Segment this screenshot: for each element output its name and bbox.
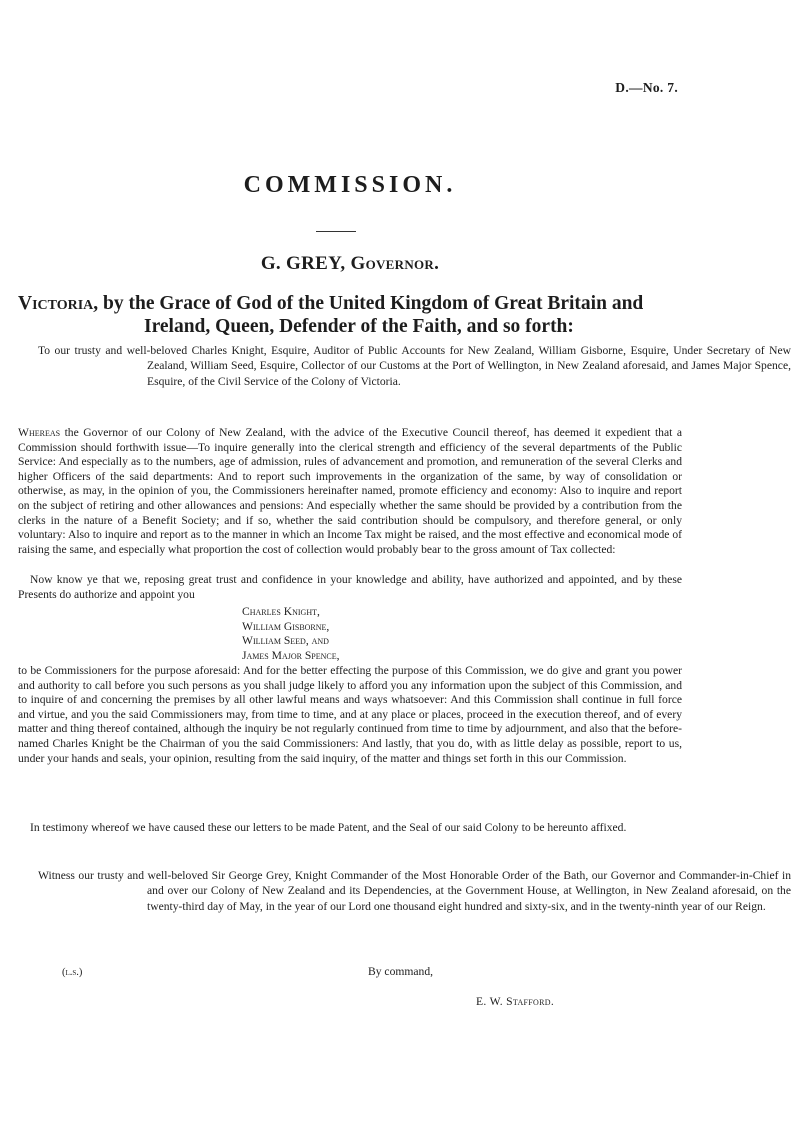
signature-name — [476, 995, 554, 1008]
signer-surname: Stafford. — [506, 995, 555, 1008]
victoria-lead: Victoria, — [18, 293, 99, 314]
commissioner-name: Charles Knight, — [242, 605, 320, 618]
testimony-paragraph: In testimony whereof we have caused these our letters to be made Patent, and the Seal of our said Colony to be hereunto affixed. — [30, 821, 627, 834]
witness-paragraph: Witness our trusty and well-beloved Sir George Grey, Knight Commander of the Most Honorable Order of the Bath, our Governor and Commander-in-Chief in and over our Colony of New Zealand and its Dependencies, at the Government House, at Wellington, in New Zealand aforesaid, on the twenty-third day of May, in the year of our Lord one thousand eight hundred and sixty-six, and in the twenty-ninth year of our Reign. — [38, 869, 791, 913]
address-paragraph: To our trusty and well-beloved Charles Knight, Esquire, Auditor of Public Accounts for New Zealand, William Gisborne, Esquire, Under Secretary of New Zealand, William Seed, Esquire, Collector of our Customs at the Port of Wellington, in New Zealand aforesaid, and James Major Spence, Esquire, of the Civil Service of the Colony of Victoria. — [38, 344, 791, 388]
title-divider — [316, 231, 356, 232]
commissioner-names — [242, 605, 340, 663]
document-reference: D.—No. 7. — [615, 80, 678, 95]
commissioner-name: James Major Spence, — [242, 648, 340, 662]
governor-name: G. GREY, — [260, 253, 346, 274]
commissioners-paragraph: to be Commissioners for the purpose aforesaid: And for the better effecting the purpose of this Commission, we do give and grant you power and authority to call before you such persons as you shall judge likely to afford you any information upon the subject of this Commission, and to inquire of and concerning the premises by all other lawful means and ways whatsoever: And this Commission shall continue in full force and virtue, and you the said Commissioners may, from time to time, and at any place or places, proceed in the execution thereof, and of every matter and thing thereof contained, although the inquiry be not regularly continued from time to time by adjournment, and also that the before-named Charles Knight be the Chairman of you the said Commissioners: And lastly, that you do, with as little delay as possible, report to us, under your hands and seals, your opinion, resulting from the said inquiry, of the matter and things set forth in this our Commission. — [18, 664, 682, 765]
royal-style-heading — [18, 292, 682, 338]
commissioner-name: William Gisborne, — [242, 619, 330, 633]
whereas-text: the Governor of our Colony of New Zealand, with the advice of the Executive Council thereof, has deemed it expedient that a Commission should forthwith issue—To inquire generally into the clerical strength and efficiency of the several departments of the Public Service: And especially as to the numbers, age of admission, rules of advancement and promotion, and remuneration of the several Clerks and higher Officers of the said departments: And to report such improvements in the organization of the same, by way of consolidation or otherwise, as may, in the opinion of you, the Commissioners hereinafter named, promote efficiency and economy: Also to inquire and report on the subject of retiring and other allowances and pensions: And especially whether the same should be provided by a contribution from the clerks in the nature of a Benefit Society; and if so, whether the said contribution should be compulsory, and therefore general, or only voluntary: Also to inquire and report as to the manner in which an Income Tax might be raised, and the most effective and economical mode of raising the same, and especially what proportion the cost of collection would probably bear to the gross amount of Tax collected: — [18, 426, 682, 556]
commissioner-name: William Seed, and — [242, 634, 329, 648]
document-title: COMMISSION. — [243, 172, 457, 198]
by-command-text: By command, — [368, 965, 434, 978]
whereas-paragraph — [18, 426, 682, 557]
seal-mark: (l.s.) — [62, 967, 83, 978]
royal-style-line-1 — [18, 292, 682, 315]
now-know-paragraph: Now know ye that we, reposing great trust and confidence in your knowledge and ability, have authorized and appointed, and by these Presents do authorize and appoint you — [18, 573, 682, 601]
governor-title: Governor. — [350, 253, 440, 274]
royal-style-line-2: Ireland, Queen, Defender of the Faith, and so forth: — [144, 316, 574, 337]
whereas-lead: Whereas — [18, 426, 61, 439]
victoria-line-1: by the Grace of God of the United Kingdom of Great Britain and — [103, 293, 644, 314]
governor-heading — [0, 253, 700, 275]
signer-initials: E. W. — [476, 995, 503, 1008]
